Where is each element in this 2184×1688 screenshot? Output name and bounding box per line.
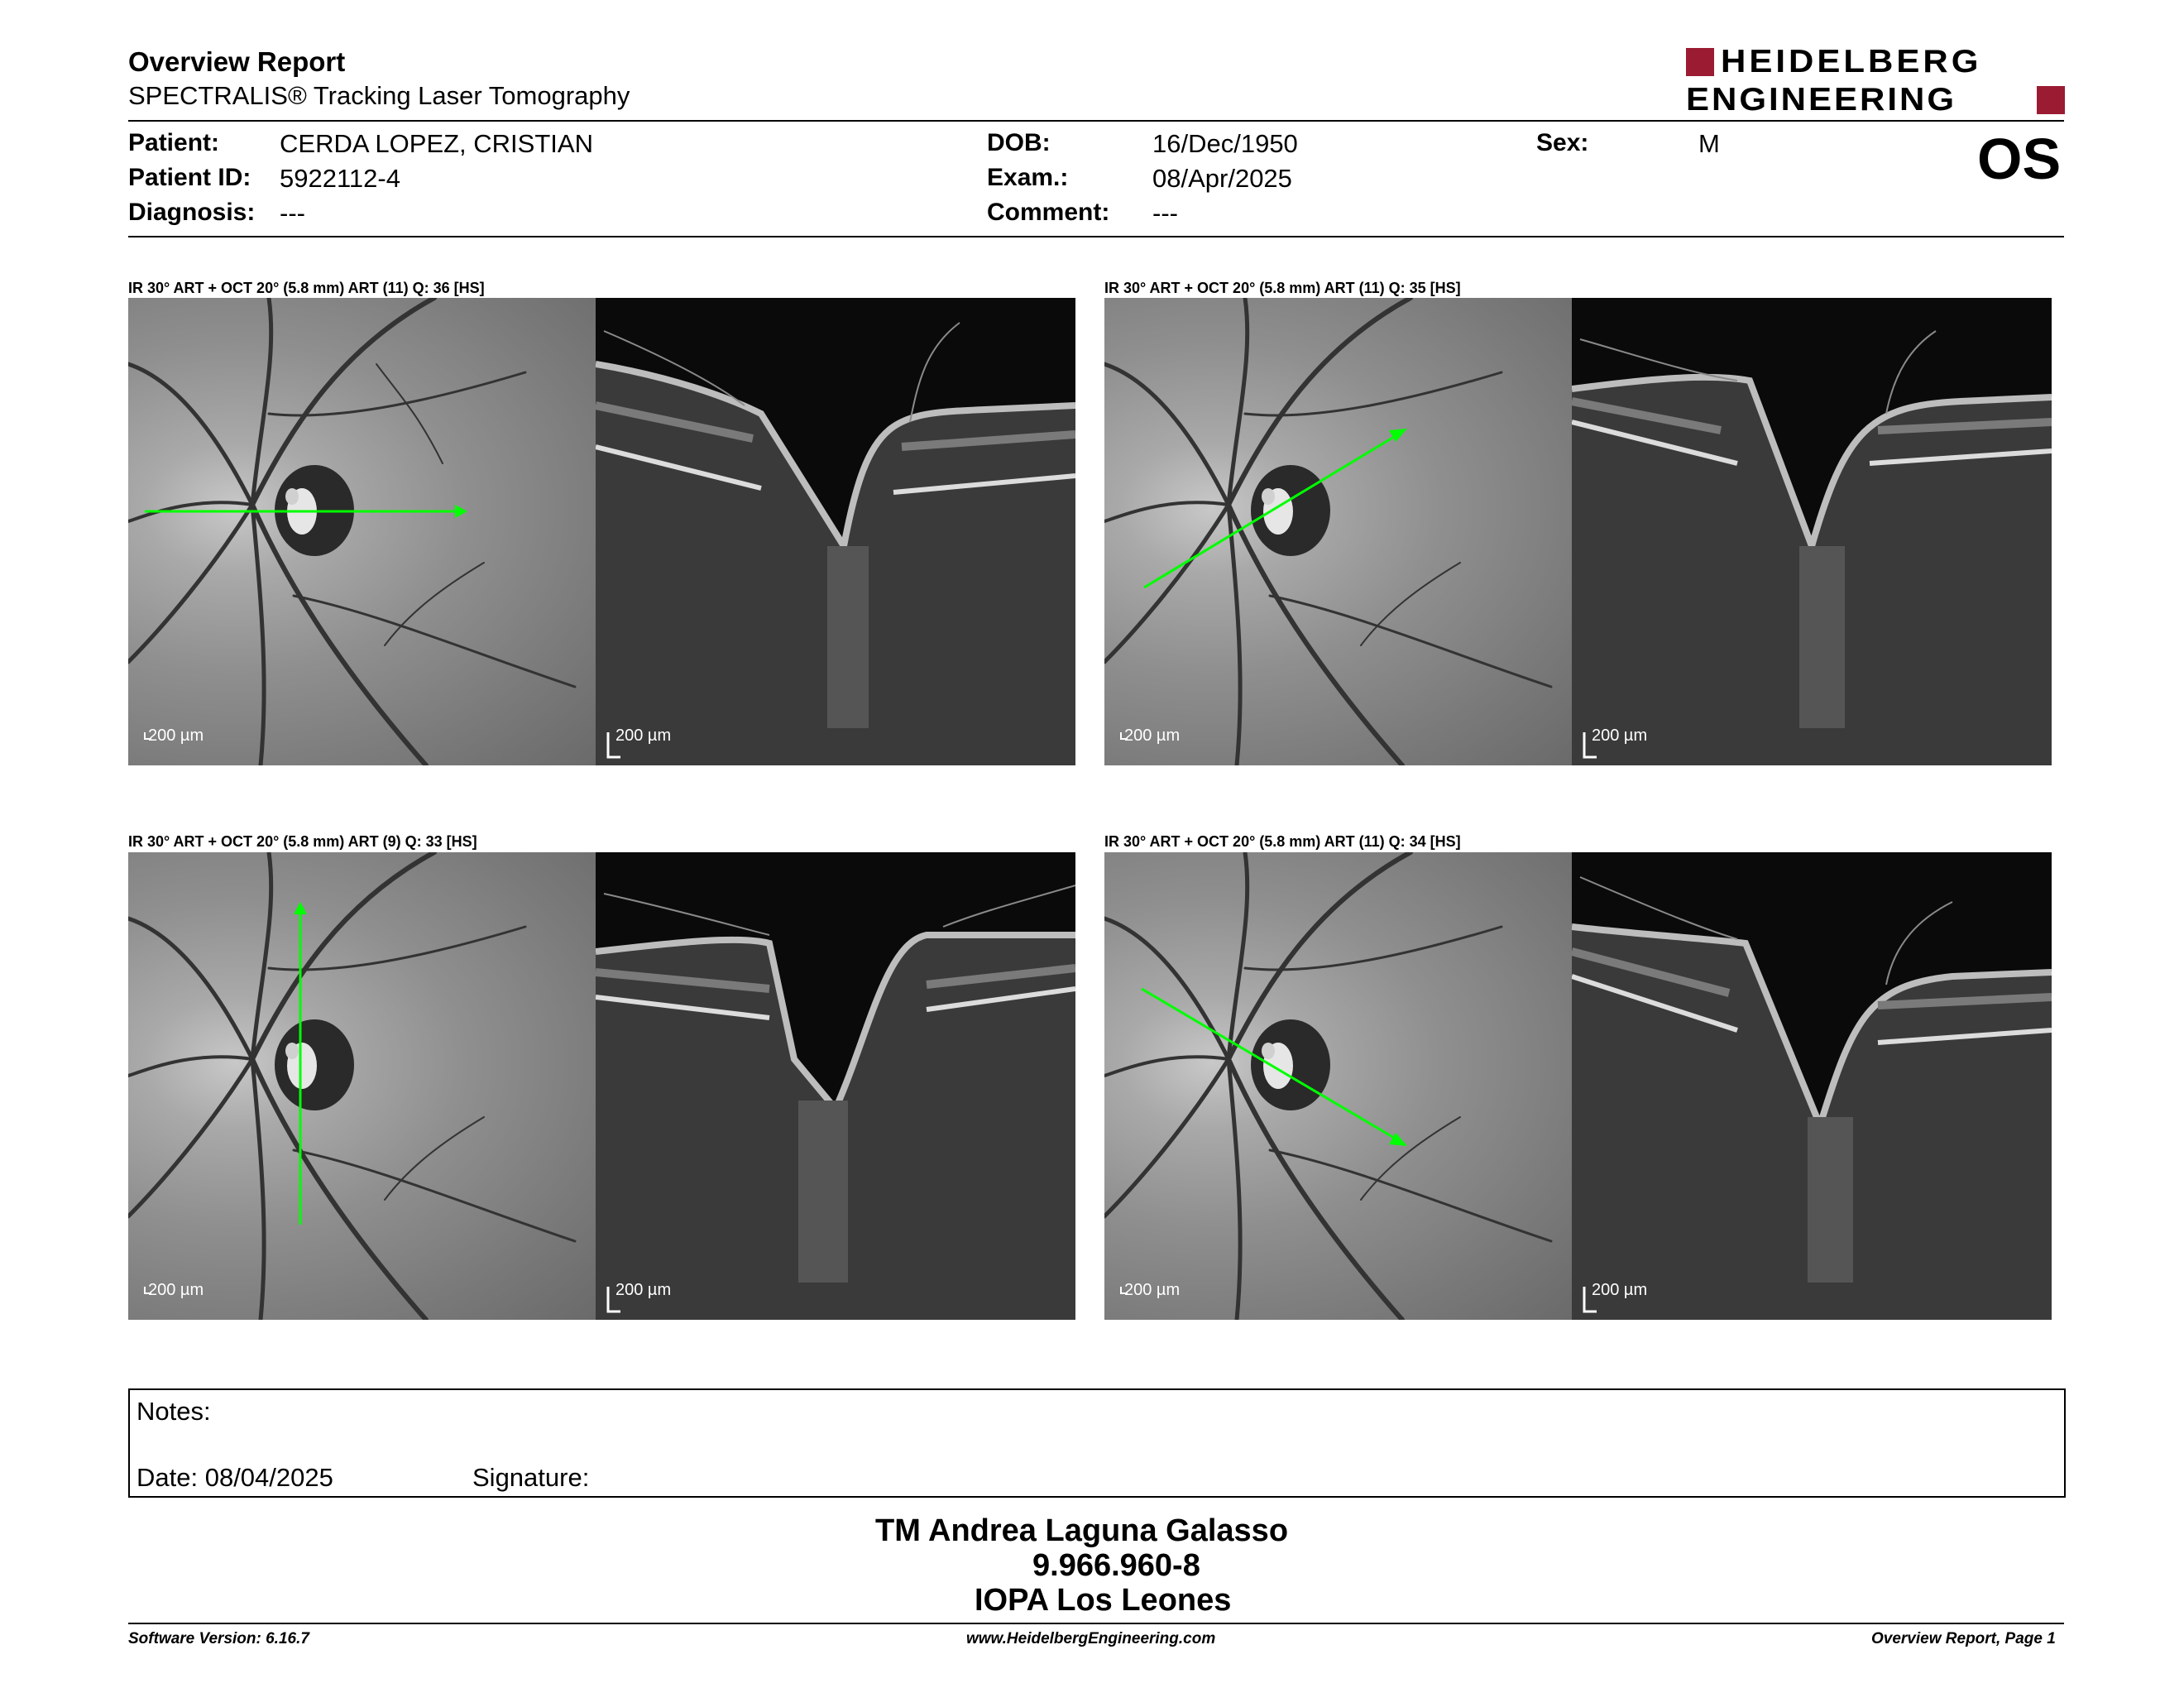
logo-word-1: HEIDELBERG	[1721, 43, 1982, 79]
scan-caption-1: IR 30° ART + OCT 20° (5.8 mm) ART (11) Q: 36 [HS]	[128, 280, 485, 296]
stamp-institution: IOPA Los Leones	[975, 1583, 1232, 1618]
scan-caption-4: IR 30° ART + OCT 20° (5.8 mm) ART (11) Q: 34 [HS]	[1104, 833, 1461, 850]
notes-box	[128, 1388, 2066, 1498]
scan-caption-2: IR 30° ART + OCT 20° (5.8 mm) ART (11) Q: 35 [HS]	[1104, 280, 1461, 296]
patient-id: 5922112-4	[280, 164, 400, 193]
patient-label: Patient:	[128, 129, 220, 156]
oct-bscan-image-3	[596, 852, 1075, 1320]
oct-bscan-image-2	[1572, 298, 2052, 765]
ir-fundus-image-1	[128, 298, 596, 765]
scan-panel-2	[1104, 298, 2052, 765]
ir-scale-1: 200 µm	[148, 727, 204, 745]
exam-date: 08/Apr/2025	[1152, 164, 1292, 193]
logo-square-top	[1686, 48, 1714, 76]
ir-fundus-image-3	[128, 852, 596, 1320]
software-version: Software Version: 6.16.7	[128, 1630, 309, 1647]
oct-bscan-image-1	[596, 298, 1075, 765]
patient-name: CERDA LOPEZ, CRISTIAN	[280, 129, 593, 158]
sex-label: Sex:	[1536, 129, 1589, 156]
ir-scale-2: 200 µm	[1124, 727, 1181, 745]
report-subtitle: SPECTRALIS® Tracking Laser Tomography	[128, 81, 630, 110]
patient-id-label: Patient ID:	[128, 164, 251, 191]
heidelberg-logo	[1686, 45, 2065, 117]
ir-fundus-image-4	[1104, 852, 1572, 1320]
dob-label: DOB:	[987, 129, 1051, 156]
logo-word-2: ENGINEERING	[1686, 81, 1957, 117]
exam-label: Exam.:	[987, 164, 1069, 191]
ir-scale-3: 200 µm	[148, 1281, 204, 1299]
scan-panel-4	[1104, 852, 2052, 1320]
oct-scale-2: 200 µm	[1592, 727, 1648, 745]
scan-panel-3	[128, 852, 1075, 1320]
diagnosis-label: Diagnosis:	[128, 199, 256, 226]
header-rule	[128, 120, 2064, 122]
website-link[interactable]: www.HeidelbergEngineering.com	[966, 1630, 1216, 1647]
ir-fundus-image-2	[1104, 298, 1572, 765]
scan-caption-3: IR 30° ART + OCT 20° (5.8 mm) ART (9) Q: 33 [HS]	[128, 833, 477, 850]
page-label: Overview Report, Page 1	[1871, 1630, 2056, 1647]
comment-label: Comment:	[987, 199, 1110, 226]
eye-indicator: OS	[1977, 127, 2062, 191]
oct-scale-4: 200 µm	[1592, 1281, 1648, 1299]
patient-rule	[128, 236, 2064, 237]
notes-date: Date: 08/04/2025	[136, 1463, 333, 1492]
oct-bscan-image-4	[1572, 852, 2052, 1320]
diagnosis-value: ---	[280, 199, 305, 228]
oct-scale-1: 200 µm	[615, 727, 672, 745]
report-title: Overview Report	[128, 46, 346, 77]
notes-label: Notes:	[136, 1397, 211, 1426]
ir-scale-4: 200 µm	[1124, 1281, 1181, 1299]
dob-value: 16/Dec/1950	[1152, 129, 1298, 158]
stamp-name: TM Andrea Laguna Galasso	[875, 1513, 1289, 1548]
comment-value: ---	[1152, 199, 1178, 228]
oct-scale-3: 200 µm	[615, 1281, 672, 1299]
stamp-id: 9.966.960-8	[1032, 1548, 1200, 1583]
scan-panel-1	[128, 298, 1075, 765]
footer-rule	[128, 1623, 2064, 1624]
logo-square-bottom	[2037, 86, 2065, 114]
signature-label: Signature:	[472, 1463, 590, 1492]
sex-value: M	[1698, 129, 1720, 158]
